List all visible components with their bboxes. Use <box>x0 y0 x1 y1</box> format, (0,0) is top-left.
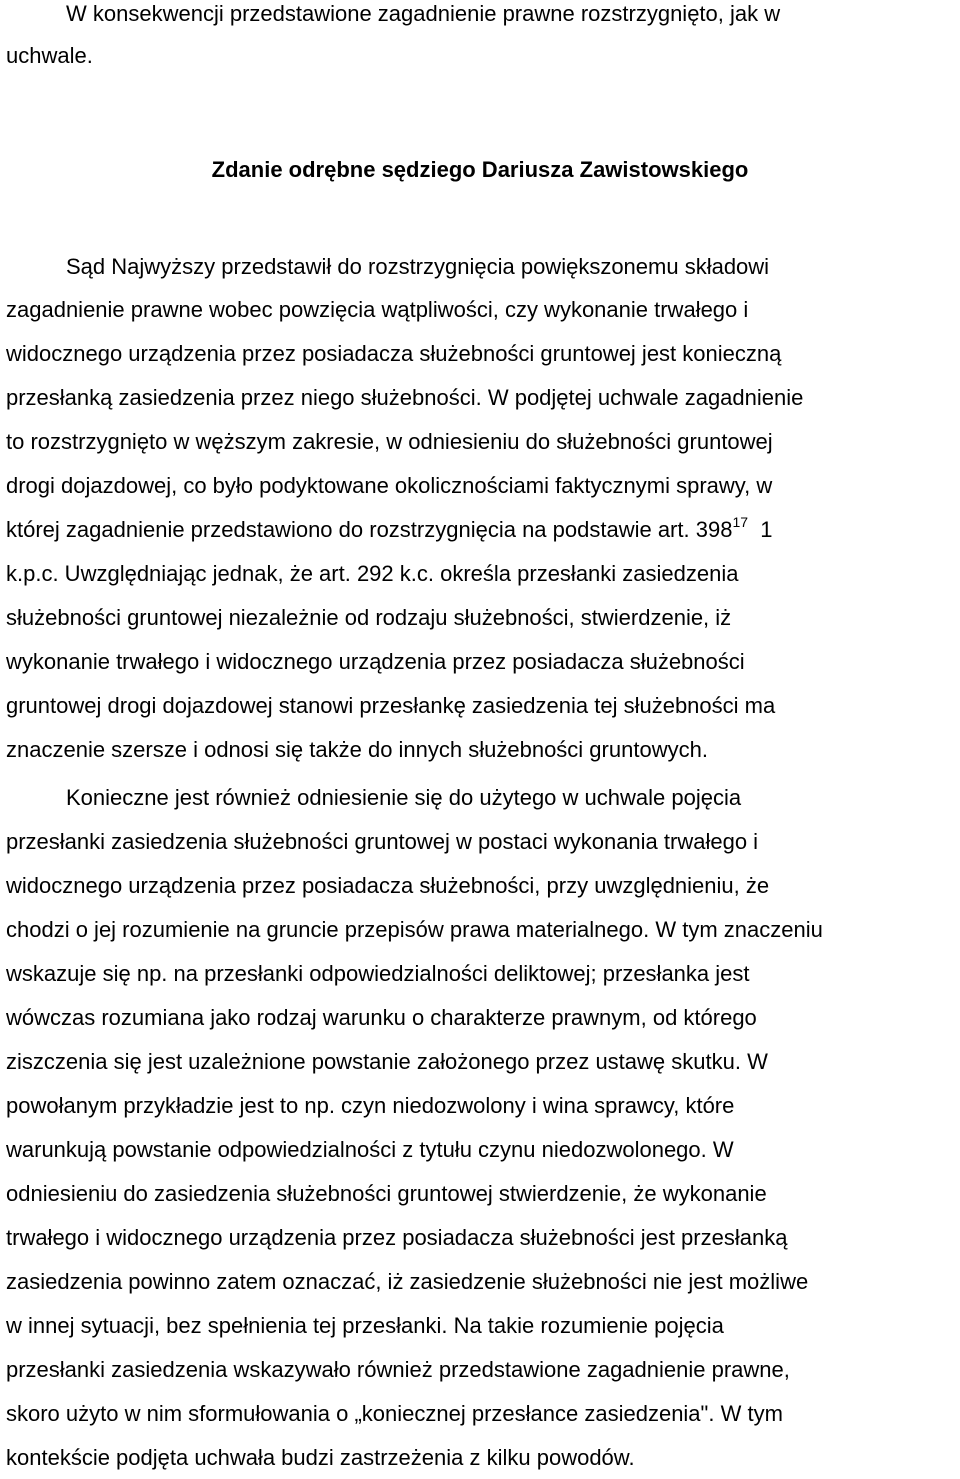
paragraph-2-line: Konieczne jest również odniesienie się do użytego w uchwale pojęcia <box>66 785 742 810</box>
paragraph-2-line: powołanym przykładzie jest to np. czyn niedozwolony i wina sprawcy, które <box>6 1093 735 1118</box>
paragraph-1-line: to rozstrzygnięto w węższym zakresie, w odniesieniu do służebności gruntowej <box>6 429 773 454</box>
paragraph-2-line: przesłanki zasiedzenia służebności gruntowej w postaci wykonania trwałego i <box>6 829 759 854</box>
paragraph-1-line-art <box>6 513 773 543</box>
paragraph-2-line: ziszczenia się jest uzależnione powstanie założonego przez ustawę skutku. W <box>6 1049 768 1074</box>
paragraph-2-line: wskazuje się np. na przesłanki odpowiedzialności deliktowej; przesłanka jest <box>6 961 750 986</box>
paragraph-2-line: trwałego i widocznego urządzenia przez posiadacza służebności jest przesłanką <box>6 1225 788 1250</box>
paragraph-2-line: widocznego urządzenia przez posiadacza służebności, przy uwzględnieniu, że <box>6 873 770 898</box>
paragraph-1-line: gruntowej drogi dojazdowej stanowi przesłankę zasiedzenia tej służebności ma <box>6 693 776 718</box>
paragraph-1-line: znaczenie szersze i odnosi się także do innych służebności gruntowych. <box>6 737 708 762</box>
paragraph-2-line: kontekście podjęta uchwała budzi zastrzeżenia z kilku powodów. <box>6 1445 635 1470</box>
intro-line-1: W konsekwencji przedstawione zagadnienie prawne rozstrzygnięto, jak w <box>66 1 781 26</box>
paragraph-2-line: warunkują powstanie odpowiedzialności z tytułu czynu niedozwolonego. W <box>6 1137 734 1162</box>
paragraph-2-line: wówczas rozumiana jako rodzaj warunku o charakterze prawnym, od którego <box>6 1005 757 1030</box>
intro-line-2: uchwale. <box>6 43 93 68</box>
paragraph-1-line-text: której zagadnienie przedstawiono do rozstrzygnięcia na podstawie art. 398 <box>6 517 733 542</box>
paragraph-2-line: odniesieniu do zasiedzenia służebności gruntowej stwierdzenie, że wykonanie <box>6 1181 767 1206</box>
paragraph-2-line: skoro użyto w nim sformułowania o „koniecznej przesłance zasiedzenia". W tym <box>6 1401 783 1426</box>
article-suffix: 1 <box>760 517 773 542</box>
paragraph-2-line: chodzi o jej rozumienie na gruncie przepisów prawa materialnego. W tym znaczeniu <box>6 917 823 942</box>
paragraph-1-line: zagadnienie prawne wobec powzięcia wątpliwości, czy wykonanie trwałego i <box>6 297 749 322</box>
paragraph-1-line: służebności gruntowej niezależnie od rodzaju służebności, stwierdzenie, iż <box>6 605 732 630</box>
paragraph-1-line: drogi dojazdowej, co było podyktowane okolicznościami faktycznymi sprawy, w <box>6 473 773 498</box>
paragraph-2-line: przesłanki zasiedzenia wskazywało również przedstawione zagadnienie prawne, <box>6 1357 790 1382</box>
paragraph-2-line: w innej sytuacji, bez spełnienia tej przesłanki. Na takie rozumienie pojęcia <box>6 1313 724 1338</box>
section-heading: Zdanie odrębne sędziego Dariusza Zawistowskiego <box>211 157 749 182</box>
paragraph-1-line: Sąd Najwyższy przedstawił do rozstrzygnięcia powiększonemu składowi <box>66 254 770 279</box>
paragraph-1-line: k.p.c. Uwzględniając jednak, że art. 292 k.c. określa przesłanki zasiedzenia <box>6 561 739 586</box>
paragraph-1-line: wykonanie trwałego i widocznego urządzenia przez posiadacza służebności <box>6 649 745 674</box>
article-superscript: 17 <box>732 513 749 530</box>
paragraph-1-line: przesłanką zasiedzenia przez niego służebności. W podjętej uchwale zagadnienie <box>6 385 804 410</box>
paragraph-1-line: widocznego urządzenia przez posiadacza służebności gruntowej jest konieczną <box>6 341 782 366</box>
paragraph-2-line: zasiedzenia powinno zatem oznaczać, iż zasiedzenie służebności nie jest możliwe <box>6 1269 809 1294</box>
